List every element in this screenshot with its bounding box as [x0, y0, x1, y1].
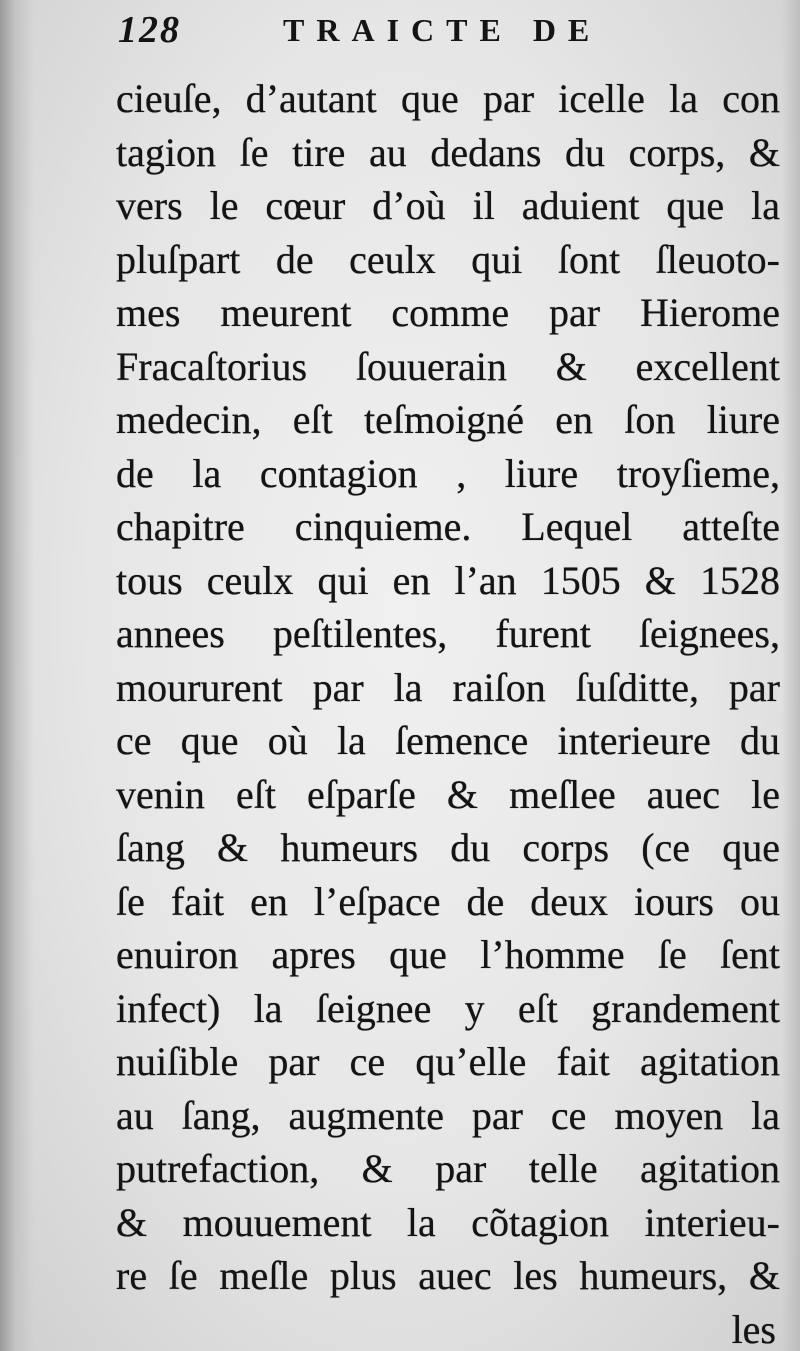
text-line: vers le cœur d’où il aduient que la: [116, 183, 780, 228]
text-line: putrefaction, & par telle agitation: [116, 1146, 780, 1191]
running-head: [118, 8, 678, 56]
binding-shadow: [0, 0, 34, 1351]
text-line: annees peſtilentes, furent ſeignees,: [116, 611, 780, 656]
text-line: infect) la ſeignee y eſt grandement: [116, 985, 780, 1031]
text-line: venin eſt eſparſe & meſlee auec le: [116, 771, 780, 817]
text-line: chapitre cinquieme. Lequel atteſte: [116, 504, 780, 549]
text-line: de la contagion , liure troyſieme,: [116, 450, 780, 496]
text-line: medecin, eſt teſmoigné en ſon liure: [116, 397, 780, 442]
text-line: ſang & humeurs du corps (ce que: [116, 825, 780, 870]
text-line: tagion ſe tire au dedans du corps, &: [116, 129, 780, 175]
text-line: enuiron apres que l’homme ſe ſent: [116, 932, 780, 977]
page-number: 128: [118, 9, 181, 51]
catchword: les: [731, 1306, 776, 1351]
running-title: TRAICTE DE: [283, 12, 602, 48]
page-edge-shadow: [782, 0, 800, 1351]
text-line: re ſe meſle plus auec les humeurs, &: [116, 1253, 780, 1298]
text-line: tous ceulx qui en l’an 1505 & 1528: [116, 557, 780, 603]
text-line: mes meurent comme par Hierome: [116, 290, 780, 335]
text-line: Fracaſtorius ſouuerain & excellent: [116, 343, 780, 389]
text-line: nuiſible par ce qu’elle fait agitation: [116, 1039, 780, 1084]
text-line: ſe fait en l’eſpace de deux iours ou: [116, 878, 780, 924]
text-line: cieuſe, d’autant que par icelle la con: [116, 76, 780, 121]
text-line: moururent par la raiſon ſuſditte, par: [116, 664, 780, 710]
text-line: pluſpart de ceulx qui ſont ſleuoto-: [116, 236, 780, 282]
text-line: au ſang, augmente par ce moyen la: [116, 1092, 780, 1138]
text-line: ce que où la ſemence interieure du: [116, 718, 780, 763]
text-line: & mouuement la cõtagion interieu-: [116, 1199, 780, 1245]
body-text: [116, 72, 780, 1351]
